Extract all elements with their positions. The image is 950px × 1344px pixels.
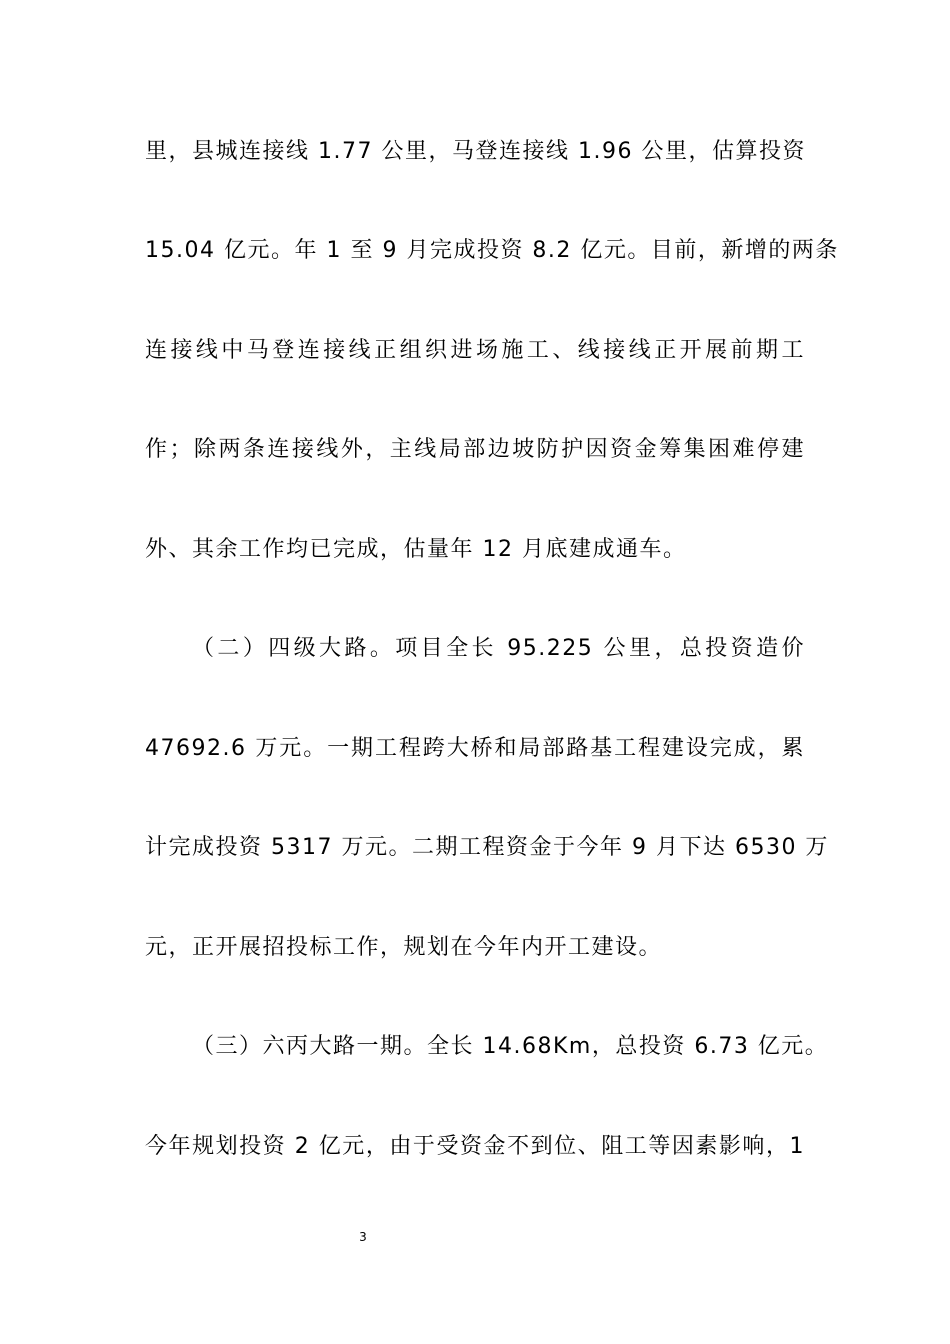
text-line-5: 外、其余工作均已完成，估量年 12 月底建成通车。 <box>145 537 687 562</box>
text-line-6: （二）四级大路。项目全长 95.225 公里，总投资造价 <box>192 636 805 661</box>
text-line-2: 15.04 亿元。年 1 至 9 月完成投资 8.2 亿元。目前，新增的两条 <box>145 238 839 263</box>
text-line-9: 元，正开展招投标工作，规划在今年内开工建设。 <box>145 935 663 960</box>
text-line-3: 连接线中马登连接线正组织进场施工、线接线正开展前期工 <box>145 338 805 363</box>
text-line-4: 作；除两条连接线外，主线局部边坡防护因资金筹集困难停建 <box>145 437 805 462</box>
text-line-8: 计完成投资 5317 万元。二期工程资金于今年 9 月下达 6530 万 <box>145 835 829 860</box>
text-line-10: （三）六丙大路一期。全长 14.68Km，总投资 6.73 亿元。 <box>192 1034 829 1059</box>
text-line-7: 47692.6 万元。一期工程跨大桥和局部路基工程建设完成，累 <box>145 736 805 761</box>
text-line-1: 里，县城连接线 1.77 公里，马登连接线 1.96 公里，估算投资 <box>145 139 806 164</box>
text-line-11: 今年规划投资 2 亿元，由于受资金不到位、阻工等因素影响，1 <box>145 1134 805 1159</box>
page-number: 3 <box>359 1230 367 1244</box>
